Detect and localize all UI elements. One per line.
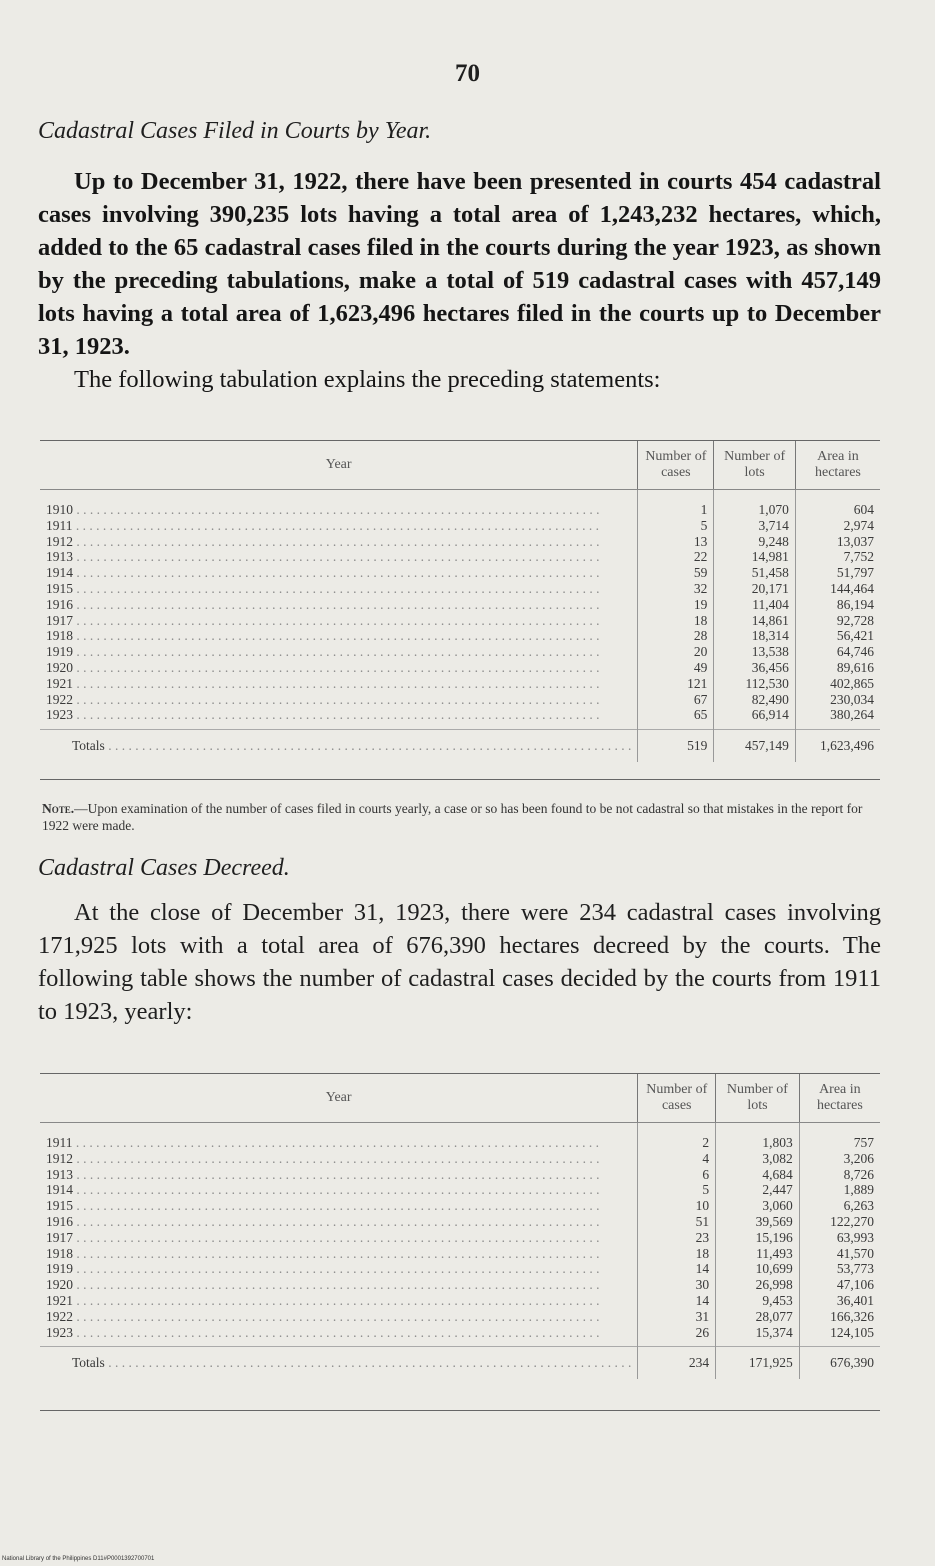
total-lots-cell: 457,149	[714, 730, 796, 762]
lots-cell: 3,714	[714, 518, 796, 534]
table-row	[40, 660, 880, 676]
table-row	[40, 692, 880, 708]
area-cell: 757	[799, 1123, 880, 1151]
area-cell: 63,993	[799, 1230, 880, 1246]
year-cell: 1916	[46, 596, 73, 612]
area-cell: 604	[795, 490, 880, 518]
cases-cell: 32	[638, 581, 714, 597]
area-cell: 230,034	[795, 692, 880, 708]
cases-decreed-table	[40, 1074, 880, 1379]
column-header-year: Year	[40, 441, 638, 490]
dot-leader	[73, 660, 600, 675]
dot-leader	[73, 1230, 600, 1245]
table-row	[40, 1261, 880, 1277]
cases-cell: 59	[638, 565, 714, 581]
table-header-row	[40, 1074, 880, 1123]
table-row	[40, 707, 880, 729]
year-cell: 1911	[46, 517, 73, 533]
dot-leader	[73, 1277, 600, 1292]
lots-cell: 14,981	[714, 549, 796, 565]
dot-leader	[73, 692, 600, 707]
lots-cell: 1,070	[714, 490, 796, 518]
area-cell: 3,206	[799, 1151, 880, 1167]
lots-cell: 51,458	[714, 565, 796, 581]
totals-row	[40, 1347, 880, 1379]
dot-leader	[73, 1214, 600, 1229]
year-cell: 1920	[46, 659, 73, 675]
table-row	[40, 581, 880, 597]
year-cell: 1912	[46, 533, 73, 549]
table-row	[40, 1123, 880, 1151]
year-cell: 1920	[46, 1277, 73, 1293]
table-body	[40, 1123, 880, 1380]
lots-cell: 26,998	[716, 1277, 800, 1293]
dot-leader	[73, 1309, 600, 1324]
column-header-lots: Number of lots	[714, 441, 796, 490]
dot-leader	[73, 1167, 600, 1182]
table-row	[40, 490, 880, 518]
area-cell: 64,746	[795, 644, 880, 660]
note-text: —Upon examination of the number of cases filed in courts yearly, a case or so has been found to be not cadastral so that mistakes in the report for 1922 were made.	[42, 801, 863, 833]
area-cell: 53,773	[799, 1261, 880, 1277]
dot-leader	[73, 534, 600, 549]
decreed-summary-text: At the close of December 31, 1923, there were 234 cadastral cases involving 171,925 lots with a total area of 676,390 hectares decreed by the courts. The following table shows the number of cadastral cases decided by the courts from 1911 to 1923, yearly:	[38, 899, 881, 1025]
cases-cell: 67	[638, 692, 714, 708]
cases-cell: 22	[638, 549, 714, 565]
year-cell: 1922	[46, 1308, 73, 1324]
table-row	[40, 628, 880, 644]
column-header-area: Area in hectares	[795, 441, 880, 490]
area-cell: 41,570	[799, 1246, 880, 1262]
cases-cell: 51	[638, 1214, 716, 1230]
year-cell: 1923	[46, 1324, 73, 1340]
lots-cell: 4,684	[716, 1167, 800, 1183]
cases-cell: 14	[638, 1293, 716, 1309]
lots-cell: 1,803	[716, 1123, 800, 1151]
cases-cell: 10	[638, 1198, 716, 1214]
dot-leader	[73, 676, 600, 691]
table-row	[40, 1167, 880, 1183]
lots-cell: 28,077	[716, 1309, 800, 1325]
lots-cell: 2,447	[716, 1182, 800, 1198]
cases-cell: 1	[638, 490, 714, 518]
area-cell: 36,401	[799, 1293, 880, 1309]
lots-cell: 11,493	[716, 1246, 800, 1262]
column-header-cases: Number of cases	[638, 1074, 716, 1123]
dot-leader	[73, 565, 600, 580]
area-cell: 51,797	[795, 565, 880, 581]
lots-cell: 15,196	[716, 1230, 800, 1246]
lots-cell: 18,314	[714, 628, 796, 644]
dot-leader	[73, 1293, 600, 1308]
lots-cell: 36,456	[714, 660, 796, 676]
decreed-summary-paragraph	[38, 896, 881, 1028]
area-cell: 92,728	[795, 613, 880, 629]
filed-summary-text: Up to December 31, 1922, there have been presented in courts 454 cadastral cases involving 390,235 lots having a total area of 1,243,232 hectares, which, added to the 65 cadastral cases filed in the courts during the year 1923, as shown by the preceding tabulations, make a total of 519 cadastral cases with 457,149 lots having a total area of 1,623,496 hectares filed in the courts up to December 31, 1923.	[38, 168, 881, 360]
lots-cell: 3,082	[716, 1151, 800, 1167]
area-cell: 122,270	[799, 1214, 880, 1230]
dot-leader	[73, 518, 600, 533]
dot-leader	[73, 1182, 600, 1197]
dot-leader	[105, 738, 632, 753]
total-cases-cell: 234	[638, 1347, 716, 1379]
table-row	[40, 597, 880, 613]
cases-cell: 20	[638, 644, 714, 660]
dot-leader	[73, 1198, 600, 1213]
year-cell: 1918	[46, 628, 73, 644]
lots-cell: 10,699	[716, 1261, 800, 1277]
table-row	[40, 1182, 880, 1198]
lots-cell: 82,490	[714, 692, 796, 708]
table-header-row	[40, 441, 880, 490]
filed-table-intro: The following tabulation explains the preceding statements:	[74, 366, 661, 393]
column-header-year: Year	[40, 1074, 638, 1123]
table-bottom-rule	[40, 779, 880, 780]
dot-leader	[73, 1325, 600, 1340]
totals-label: Totals	[72, 1355, 105, 1371]
year-cell: 1912	[46, 1150, 73, 1166]
total-cases-cell: 519	[638, 730, 714, 762]
year-cell: 1918	[46, 1245, 73, 1261]
lots-cell: 66,914	[714, 707, 796, 729]
year-cell: 1919	[46, 644, 73, 660]
table-row	[40, 1277, 880, 1293]
table-row	[40, 1309, 880, 1325]
scan-footer: National Library of the Philippines D11#P0001392700701	[2, 1556, 155, 1562]
lots-cell: 39,569	[716, 1214, 800, 1230]
year-cell: 1915	[46, 1198, 73, 1214]
table-row	[40, 518, 880, 534]
total-lots-cell: 171,925	[716, 1347, 800, 1379]
cases-cell: 2	[638, 1123, 716, 1151]
year-cell: 1913	[46, 1166, 73, 1182]
cases-cell: 19	[638, 597, 714, 613]
area-cell: 144,464	[795, 581, 880, 597]
lots-cell: 3,060	[716, 1198, 800, 1214]
section-heading-decreed: Cadastral Cases Decreed.	[38, 855, 290, 881]
cases-cell: 5	[638, 518, 714, 534]
area-cell: 402,865	[795, 676, 880, 692]
cases-cell: 26	[638, 1325, 716, 1347]
area-cell: 8,726	[799, 1167, 880, 1183]
section-heading-filed: Cadastral Cases Filed in Courts by Year.	[38, 118, 432, 144]
table-row	[40, 549, 880, 565]
year-cell: 1922	[46, 691, 73, 707]
table-row	[40, 644, 880, 660]
filed-summary-paragraph	[38, 165, 881, 396]
column-header-cases: Number of cases	[638, 441, 714, 490]
table-bottom-rule	[40, 1410, 880, 1411]
table-row	[40, 1325, 880, 1347]
cases-cell: 18	[638, 613, 714, 629]
year-cell: 1910	[46, 502, 73, 517]
lots-cell: 112,530	[714, 676, 796, 692]
dot-leader	[73, 1246, 600, 1261]
cases-cell: 121	[638, 676, 714, 692]
table-row	[40, 1230, 880, 1246]
table-body	[40, 490, 880, 762]
cases-cell: 13	[638, 534, 714, 550]
column-header-area: Area in hectares	[799, 1074, 880, 1123]
cases-cell: 18	[638, 1246, 716, 1262]
year-cell: 1923	[46, 707, 73, 723]
lots-cell: 9,248	[714, 534, 796, 550]
area-cell: 56,421	[795, 628, 880, 644]
area-cell: 2,974	[795, 518, 880, 534]
area-cell: 124,105	[799, 1325, 880, 1347]
total-area-cell: 1,623,496	[795, 730, 880, 762]
area-cell: 89,616	[795, 660, 880, 676]
table-row	[40, 565, 880, 581]
table-row	[40, 676, 880, 692]
table-row	[40, 1293, 880, 1309]
year-cell: 1919	[46, 1261, 73, 1277]
totals-label: Totals	[72, 738, 105, 754]
area-cell: 380,264	[795, 707, 880, 729]
note-label: Note.	[42, 801, 75, 816]
table-note	[42, 800, 882, 834]
dot-leader	[73, 628, 600, 643]
year-cell: 1911	[46, 1135, 73, 1150]
cases-cell: 49	[638, 660, 714, 676]
dot-leader	[73, 597, 600, 612]
area-cell: 47,106	[799, 1277, 880, 1293]
year-cell: 1921	[46, 1292, 73, 1308]
dot-leader	[73, 707, 600, 722]
lots-cell: 13,538	[714, 644, 796, 660]
dot-leader	[73, 549, 600, 564]
dot-leader	[73, 644, 600, 659]
dot-leader	[105, 1355, 632, 1370]
lots-cell: 11,404	[714, 597, 796, 613]
cases-cell: 65	[638, 707, 714, 729]
dot-leader	[73, 581, 600, 596]
year-cell: 1914	[46, 1182, 73, 1198]
dot-leader	[73, 502, 600, 517]
area-cell: 13,037	[795, 534, 880, 550]
dot-leader	[73, 613, 600, 628]
year-cell: 1913	[46, 549, 73, 565]
cases-cell: 28	[638, 628, 714, 644]
lots-cell: 20,171	[714, 581, 796, 597]
cases-cell: 14	[638, 1261, 716, 1277]
lots-cell: 15,374	[716, 1325, 800, 1347]
area-cell: 86,194	[795, 597, 880, 613]
cases-cell: 4	[638, 1151, 716, 1167]
cases-cell: 31	[638, 1309, 716, 1325]
lots-cell: 14,861	[714, 613, 796, 629]
table-row	[40, 1246, 880, 1262]
year-cell: 1917	[46, 612, 73, 628]
cases-cell: 30	[638, 1277, 716, 1293]
table-row	[40, 1198, 880, 1214]
year-cell: 1916	[46, 1213, 73, 1229]
year-cell: 1917	[46, 1229, 73, 1245]
totals-row	[40, 730, 880, 762]
total-area-cell: 676,390	[799, 1347, 880, 1379]
area-cell: 6,263	[799, 1198, 880, 1214]
dot-leader	[73, 1135, 600, 1150]
cases-cell: 23	[638, 1230, 716, 1246]
cases-cell: 6	[638, 1167, 716, 1183]
cases-cell: 5	[638, 1182, 716, 1198]
dot-leader	[73, 1151, 600, 1166]
area-cell: 7,752	[795, 549, 880, 565]
lots-cell: 9,453	[716, 1293, 800, 1309]
table-row	[40, 1214, 880, 1230]
area-cell: 166,326	[799, 1309, 880, 1325]
column-header-lots: Number of lots	[716, 1074, 800, 1123]
dot-leader	[73, 1261, 600, 1276]
area-cell: 1,889	[799, 1182, 880, 1198]
table-row	[40, 534, 880, 550]
page-number: 70	[455, 60, 480, 87]
table-row	[40, 613, 880, 629]
year-cell: 1914	[46, 565, 73, 581]
table-row	[40, 1151, 880, 1167]
year-cell: 1921	[46, 675, 73, 691]
cases-filed-table	[40, 441, 880, 762]
year-cell: 1915	[46, 580, 73, 596]
